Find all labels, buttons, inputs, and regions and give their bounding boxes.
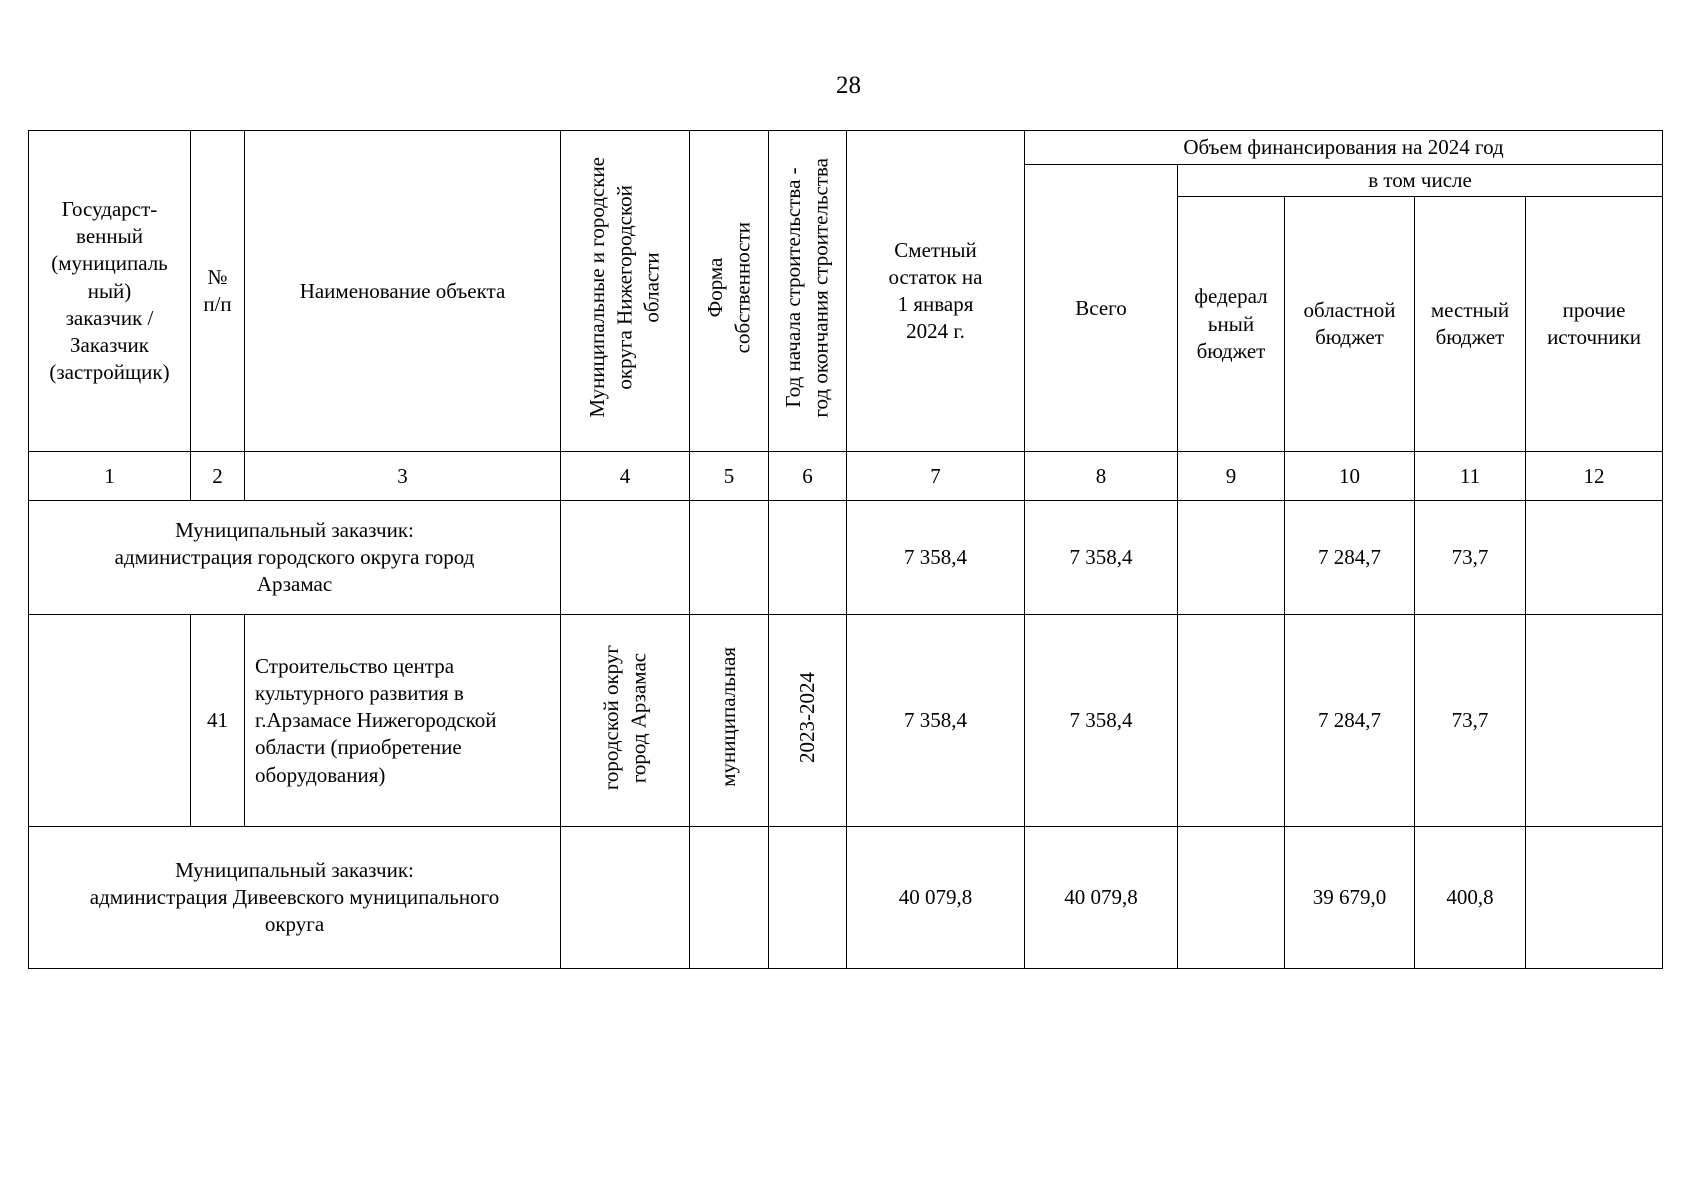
header-number: № п/п [191,131,245,452]
ownership-value: муниципальная [690,615,769,827]
header-federal: федерал ьный бюджет [1178,197,1285,452]
local-value: 400,8 [1415,827,1526,969]
table-row-object-41 [29,615,1663,827]
other-value [1526,501,1663,615]
column-number: 7 [847,452,1025,501]
header-ownership: Форма собственности [690,131,769,452]
customer-label: Муниципальный заказчик: администрация городского округа город Арзамас [29,501,561,615]
header-regional: областной бюджет [1285,197,1415,452]
empty-cell [690,827,769,969]
header-other: прочие источники [1526,197,1663,452]
column-number: 8 [1025,452,1178,501]
regional-value: 39 679,0 [1285,827,1415,969]
regional-value: 7 284,7 [1285,501,1415,615]
column-number: 3 [245,452,561,501]
total-value: 40 079,8 [1025,827,1178,969]
column-number: 10 [1285,452,1415,501]
local-value: 73,7 [1415,501,1526,615]
header-row-1 [29,131,1663,165]
header-years: Год начала строительства - год окончания строительства [769,131,847,452]
remainder-value: 7 358,4 [847,501,1025,615]
column-number: 1 [29,452,191,501]
empty-cell [561,827,690,969]
municipality-value: городской округ город Арзамас [561,615,690,827]
table-row-customer-arzamas [29,501,1663,615]
empty-cell [769,501,847,615]
customer-cell [29,615,191,827]
regional-value: 7 284,7 [1285,615,1415,827]
empty-cell [690,501,769,615]
total-value: 7 358,4 [1025,501,1178,615]
row-number: 41 [191,615,245,827]
remainder-value: 40 079,8 [847,827,1025,969]
customer-label: Муниципальный заказчик: администрация Дивеевского муниципального округа [29,827,561,969]
remainder-value: 7 358,4 [847,615,1025,827]
column-number: 6 [769,452,847,501]
column-number: 5 [690,452,769,501]
column-number: 12 [1526,452,1663,501]
federal-value [1178,615,1285,827]
local-value: 73,7 [1415,615,1526,827]
object-name: Строительство центра культурного развития в г.Арзамасе Нижегородской области (приобретение оборудования) [245,615,561,827]
other-value [1526,827,1663,969]
column-number-row [29,452,1663,501]
header-customer: Государст- венный (муниципаль ный) заказчик / Заказчик (застройщик) [29,131,191,452]
table-row-customer-diveevo [29,827,1663,969]
header-including: в том числе [1178,165,1663,197]
federal-value [1178,501,1285,615]
column-number: 2 [191,452,245,501]
years-value: 2023-2024 [769,615,847,827]
funding-table [28,130,1663,969]
empty-cell [561,501,690,615]
header-object-name: Наименование объекта [245,131,561,452]
header-local: местный бюджет [1415,197,1526,452]
total-value: 7 358,4 [1025,615,1178,827]
header-remainder: Сметный остаток на 1 января 2024 г. [847,131,1025,452]
column-number: 9 [1178,452,1285,501]
column-number: 11 [1415,452,1526,501]
page-number: 28 [836,72,861,99]
header-funding-volume: Объем финансирования на 2024 год [1025,131,1663,165]
header-total: Всего [1025,165,1178,452]
other-value [1526,615,1663,827]
federal-value [1178,827,1285,969]
header-municipalities: Муниципальные и городские округа Нижегородской области [561,131,690,452]
empty-cell [769,827,847,969]
column-number: 4 [561,452,690,501]
